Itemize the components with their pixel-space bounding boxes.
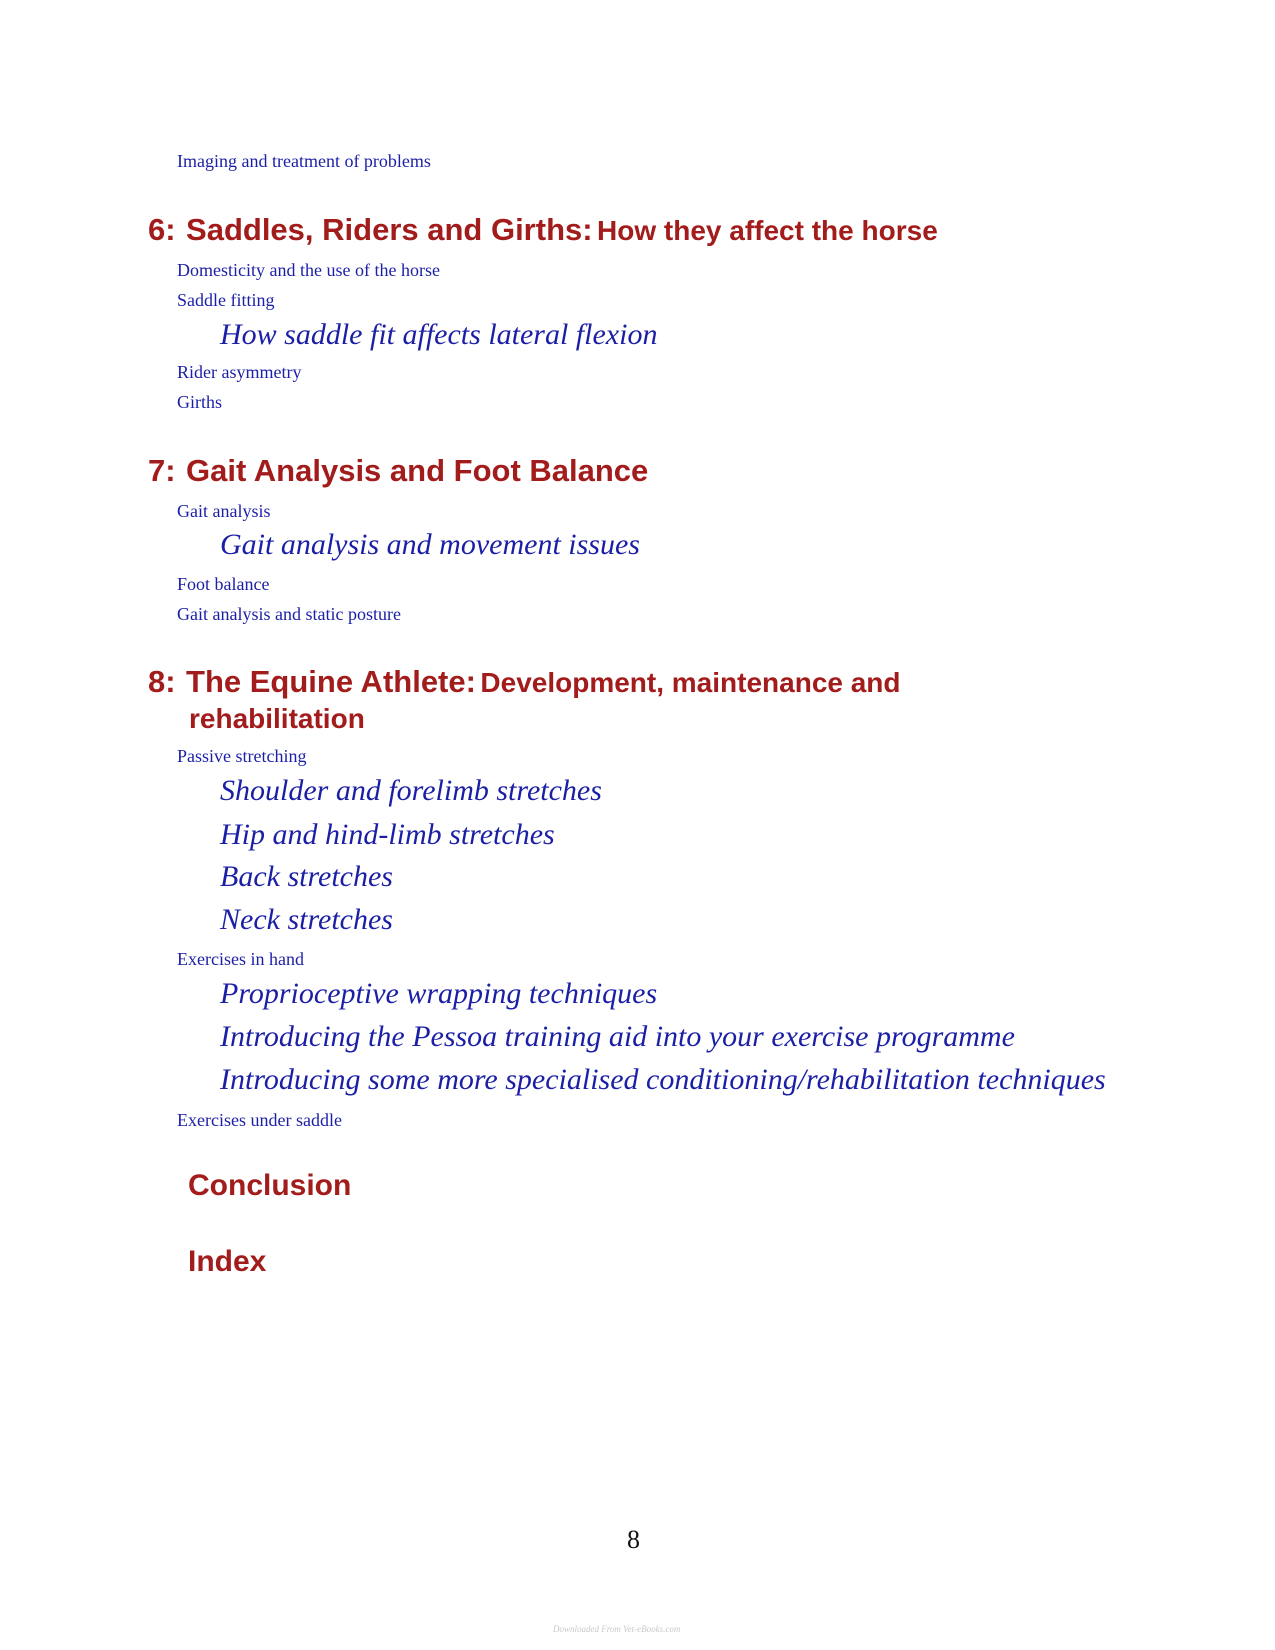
toc-entry[interactable]: Foot balance <box>177 574 270 594</box>
toc-entry[interactable]: Gait analysis and static posture <box>177 604 401 624</box>
toc-subentry[interactable]: Shoulder and forelimb stretches <box>220 774 602 807</box>
chapter-8-heading-continued[interactable] <box>189 705 365 733</box>
page-number: 8 <box>627 1525 640 1554</box>
chapter-subtitle-continued: rehabilitation <box>189 703 365 734</box>
toc-subentry[interactable]: Introducing some more specialised conditioning/rehabilitation techniques <box>220 1063 1106 1096</box>
toc-entry[interactable]: Exercises in hand <box>177 949 304 969</box>
toc-subentry[interactable]: Back stretches <box>220 860 393 893</box>
toc-entry[interactable]: Saddle fitting <box>177 290 275 310</box>
index-heading[interactable]: Index <box>188 1245 267 1278</box>
toc-subentry[interactable]: Hip and hind-limb stretches <box>220 818 555 851</box>
toc-subentry[interactable]: How saddle fit affects lateral flexion <box>220 318 658 351</box>
chapter-number: 7: <box>148 453 176 488</box>
footer-watermark: Downloaded From Vet-eBooks.com <box>553 1624 681 1634</box>
toc-entry[interactable]: Imaging and treatment of problems <box>177 151 431 171</box>
toc-subentry[interactable]: Proprioceptive wrapping techniques <box>220 977 658 1010</box>
chapter-subtitle: How they affect the horse <box>597 215 938 246</box>
chapter-number: 6: <box>148 212 176 247</box>
chapter-title: Saddles, Riders and Girths: <box>186 212 593 247</box>
toc-entry[interactable]: Gait analysis <box>177 501 271 521</box>
toc-entry[interactable]: Exercises under saddle <box>177 1110 342 1130</box>
conclusion-heading[interactable]: Conclusion <box>188 1169 352 1202</box>
toc-entry[interactable]: Domesticity and the use of the horse <box>177 260 440 280</box>
toc-subentry[interactable]: Introducing the Pessoa training aid into your exercise programme <box>220 1020 1015 1053</box>
toc-entry[interactable]: Passive stretching <box>177 746 307 766</box>
toc-subentry[interactable]: Neck stretches <box>220 903 393 936</box>
toc-entry[interactable]: Girths <box>177 392 222 412</box>
chapter-7-heading[interactable] <box>148 455 648 486</box>
chapter-8-heading[interactable] <box>148 666 901 697</box>
chapter-title: The Equine Athlete: <box>186 664 476 699</box>
toc-entry[interactable]: Rider asymmetry <box>177 362 302 382</box>
chapter-number: 8: <box>148 664 176 699</box>
toc-subentry[interactable]: Gait analysis and movement issues <box>220 528 640 561</box>
chapter-subtitle: Development, maintenance and <box>480 667 901 698</box>
chapter-6-heading[interactable] <box>148 214 938 245</box>
chapter-title: Gait Analysis and Foot Balance <box>186 453 649 488</box>
